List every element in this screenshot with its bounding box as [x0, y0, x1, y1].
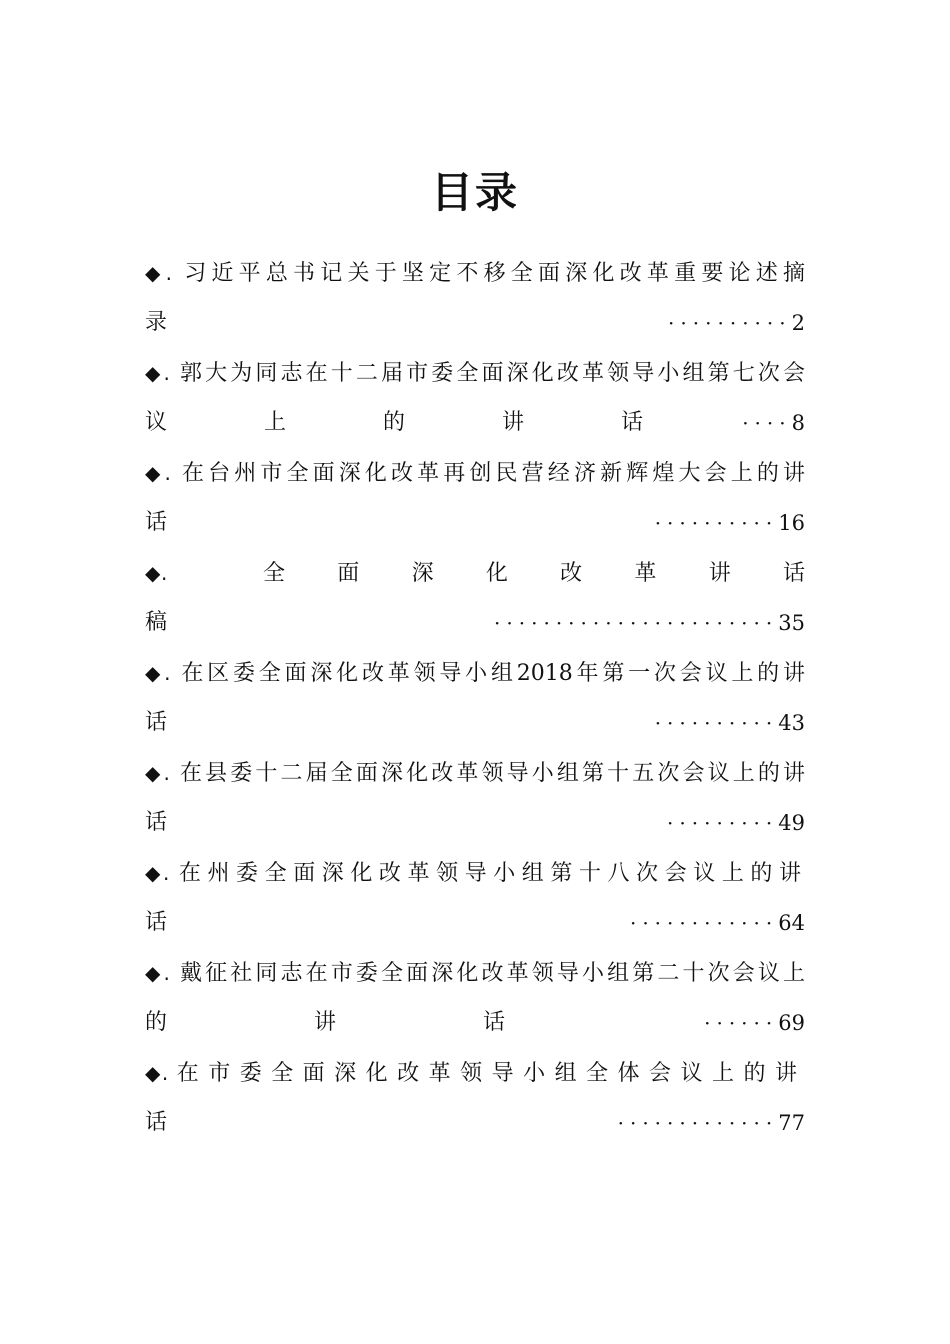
page-title: 目录	[430, 168, 519, 218]
toc-entry-title-continuation: 话	[145, 510, 168, 535]
diamond-bullet-icon: ◆.	[145, 661, 171, 685]
page-number: 16	[778, 511, 805, 535]
toc-entry-second-line	[145, 698, 805, 748]
dot-leader: ··········	[668, 311, 792, 335]
diamond-bullet-icon: ◆.	[145, 861, 170, 885]
toc-entry-first-line	[145, 248, 805, 298]
toc-entry-first-line	[145, 348, 805, 398]
toc-entry-first-line	[145, 448, 805, 498]
toc-entry-title: 郭大为同志在十二届市委全面深化改革领导小组第七次会	[180, 361, 805, 386]
toc-entry-first-line	[145, 948, 805, 998]
toc-entry-second-line	[145, 1098, 805, 1148]
toc-entry-first-line	[145, 748, 805, 798]
page-number: 35	[778, 611, 805, 635]
dot-leader: ·········	[667, 811, 779, 835]
diamond-bullet-icon: ◆.	[145, 261, 172, 285]
toc-entry-title-continuation: 话	[145, 810, 168, 835]
diamond-bullet-icon: ◆.	[145, 1061, 169, 1085]
toc-entry[interactable]	[145, 248, 805, 348]
dot-leader: ············	[629, 911, 779, 935]
page-number: 69	[778, 1011, 805, 1035]
page-number: 64	[778, 911, 805, 935]
toc-entry[interactable]	[145, 848, 805, 948]
toc-entry-first-line	[145, 548, 805, 598]
page-number: 77	[778, 1111, 805, 1135]
toc-entry-title: 习近平总书记关于坚定不移全面深化改革重要论述摘	[184, 261, 805, 286]
dot-leader: ····	[742, 411, 792, 435]
toc-entry[interactable]	[145, 648, 805, 748]
toc-entry-first-line	[145, 648, 805, 698]
toc-entry-title-continuation: 话	[145, 1110, 168, 1135]
diamond-bullet-icon: ◆.	[145, 961, 170, 985]
diamond-bullet-icon: ◆.	[145, 761, 170, 785]
toc-entry[interactable]	[145, 1048, 805, 1148]
toc-entry-title-continuation: 稿	[145, 610, 168, 635]
toc-entry-title: 全 面 深 化 改 革 讲 话	[263, 561, 805, 586]
toc-entry-first-line	[145, 1048, 805, 1098]
toc-entry[interactable]	[145, 348, 805, 448]
toc-entry-title-continuation: 的 讲 话	[145, 1010, 505, 1035]
toc-entry-title-continuation: 话	[145, 910, 168, 935]
toc-entry-title: 在市委全面深化改革领导小组全体会议上的讲	[176, 1061, 805, 1086]
toc-entry-title-continuation: 议 上 的 讲 话	[145, 410, 643, 435]
diamond-bullet-icon: ◆.	[145, 461, 171, 485]
dot-leader: ······	[704, 1011, 779, 1035]
toc-entry-second-line	[145, 998, 805, 1048]
page-number: 8	[791, 411, 805, 435]
toc-entry[interactable]	[145, 448, 805, 548]
page-number: 2	[791, 311, 805, 335]
page-number: 49	[778, 811, 805, 835]
page-number: 43	[778, 711, 805, 735]
toc-entry-second-line	[145, 898, 805, 948]
toc-entry-second-line	[145, 598, 805, 648]
toc-entry[interactable]	[145, 748, 805, 848]
toc-entry-title-continuation: 话	[145, 710, 168, 735]
toc-entry-first-line	[145, 848, 805, 898]
toc-entry-title: 戴征社同志在市委全面深化改革领导小组第二十次会议上	[180, 961, 805, 986]
toc-entry-second-line	[145, 298, 805, 348]
toc-entry[interactable]	[145, 548, 805, 648]
toc-entry-title-continuation: 录	[145, 310, 168, 335]
toc-entry-second-line	[145, 398, 805, 448]
table-of-contents	[145, 248, 805, 1148]
dot-leader: ·············	[617, 1111, 779, 1135]
toc-entry[interactable]	[145, 948, 805, 1048]
toc-entry-title: 在州委全面深化改革领导小组第十八次会议上的讲	[178, 861, 805, 886]
dot-leader: ··········	[654, 511, 779, 535]
toc-entry-second-line	[145, 498, 805, 548]
dot-leader: ·······················	[494, 611, 779, 635]
toc-entry-second-line	[145, 798, 805, 848]
diamond-bullet-icon: ◆.	[145, 361, 170, 385]
toc-entry-title: 在县委十二届全面深化改革领导小组第十五次会议上的讲	[180, 761, 805, 786]
toc-entry-title: 在台州市全面深化改革再创民营经济新辉煌大会上的讲	[182, 461, 805, 486]
dot-leader: ··········	[654, 711, 779, 735]
toc-entry-title: 在区委全面深化改革领导小组2018年第一次会议上的讲	[181, 661, 805, 686]
diamond-bullet-icon: ◆.	[145, 561, 168, 585]
